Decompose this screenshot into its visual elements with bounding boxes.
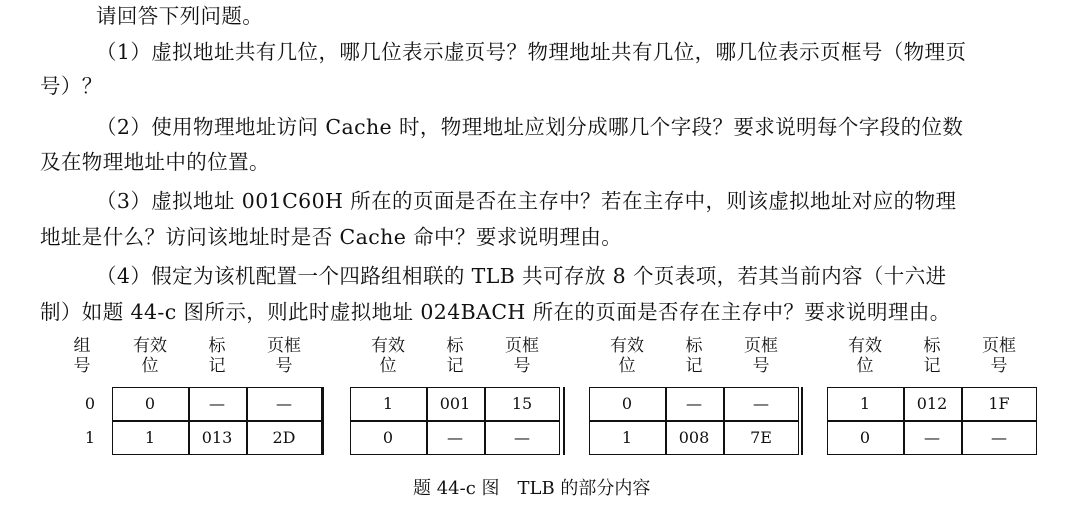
group-number: 0: [84, 394, 96, 413]
cell-tag: —: [686, 394, 702, 413]
header-frame-way-3: [739, 336, 783, 376]
cell-frame: 1F: [988, 394, 1010, 413]
cell-valid: 0: [859, 428, 871, 447]
header-valid-line: 位: [379, 356, 397, 376]
cell-frame: —: [991, 428, 1007, 447]
cell-frame: —: [514, 428, 530, 447]
header-frame-way-1: [262, 336, 306, 376]
header-frame-line: 号: [990, 356, 1008, 376]
header-valid-way-2: [366, 336, 410, 376]
cell-tag: 012: [916, 394, 948, 413]
header-tag-way-2: [433, 336, 477, 376]
header-frame-line: 页框: [744, 336, 778, 356]
cell-valid: 1: [621, 428, 633, 447]
header-frame-way-2: [500, 336, 544, 376]
question-3-line-2: 地址是什么？访问该地址时是否 Cache 命中？要求说明理由。: [40, 225, 623, 249]
group-header-line: 组: [73, 336, 91, 356]
header-frame-line: 号: [513, 356, 531, 376]
intro-line: 请回答下列问题。: [96, 4, 264, 28]
cell-valid: 0: [144, 394, 156, 413]
header-tag-line: 标: [446, 336, 464, 356]
header-tag-line: 记: [923, 356, 941, 376]
header-tag-line: 标: [923, 336, 941, 356]
header-valid-line: 位: [856, 356, 874, 376]
question-3-line-1: （3）虚拟地址 001C60H 所在的页面是否在主存中？若在主存中，则该虚拟地址对应的物理: [96, 189, 957, 213]
question-1-line-1: （1）虚拟地址共有几位，哪几位表示虚页号？物理地址共有几位，哪几位表示页框号（物理页: [96, 40, 967, 64]
header-tag-line: 记: [446, 356, 464, 376]
cell-valid: 0: [382, 428, 394, 447]
group-header-line: 号: [73, 356, 91, 376]
way-separator: [322, 387, 324, 455]
header-valid-way-1: [128, 336, 172, 376]
question-4-line-2: 制）如题 44-c 图所示，则此时虚拟地址 024BACH 所在的页面是否存在主存中？要求说明理由。: [40, 300, 951, 324]
cell-tag: —: [209, 394, 225, 413]
header-valid-way-4: [843, 336, 887, 376]
header-frame-way-4: [977, 336, 1021, 376]
question-4-line-1: （4）假定为该机配置一个四路组相联的 TLB 共可存放 8 个页表项，若其当前内容（十六进: [96, 264, 947, 288]
figure-caption: 题 44-c 图 TLB 的部分内容: [413, 478, 651, 499]
header-frame-line: 页框: [505, 336, 539, 356]
cell-tag: 013: [201, 428, 233, 447]
header-tag-way-4: [910, 336, 954, 376]
header-frame-line: 号: [275, 356, 293, 376]
group-number: 1: [84, 428, 96, 447]
header-frame-line: 页框: [982, 336, 1016, 356]
header-tag-line: 记: [208, 356, 226, 376]
header-tag-way-3: [672, 336, 716, 376]
header-tag-line: 记: [685, 356, 703, 376]
cell-frame: 7E: [750, 428, 772, 447]
header-valid-line: 有效: [610, 336, 644, 356]
way-separator: [801, 387, 803, 455]
header-tag-line: 标: [685, 336, 703, 356]
cell-frame: 15: [511, 394, 533, 413]
question-1-line-2: 号）？: [40, 74, 103, 98]
way-separator: [563, 387, 565, 455]
cell-frame: 2D: [272, 428, 296, 447]
cell-valid: 1: [382, 394, 394, 413]
question-2-line-1: （2）使用物理地址访问 Cache 时，物理地址应划分成哪几个字段？要求说明每个字段的位数: [96, 115, 964, 139]
header-valid-way-3: [605, 336, 649, 376]
header-valid-line: 有效: [848, 336, 882, 356]
cell-valid: 1: [859, 394, 871, 413]
group-header: [60, 336, 104, 376]
cell-frame: —: [276, 394, 292, 413]
cell-valid: 1: [144, 428, 156, 447]
header-valid-line: 有效: [133, 336, 167, 356]
header-valid-line: 位: [141, 356, 159, 376]
header-frame-line: 页框: [267, 336, 301, 356]
header-valid-line: 位: [618, 356, 636, 376]
cell-tag: —: [447, 428, 463, 447]
cell-tag: —: [924, 428, 940, 447]
header-tag-line: 标: [208, 336, 226, 356]
cell-frame: —: [753, 394, 769, 413]
header-tag-way-1: [195, 336, 239, 376]
header-valid-line: 有效: [371, 336, 405, 356]
cell-tag: 008: [678, 428, 710, 447]
cell-tag: 001: [439, 394, 471, 413]
cell-valid: 0: [621, 394, 633, 413]
question-2-line-2: 及在物理地址中的位置。: [40, 150, 270, 174]
header-frame-line: 号: [752, 356, 770, 376]
